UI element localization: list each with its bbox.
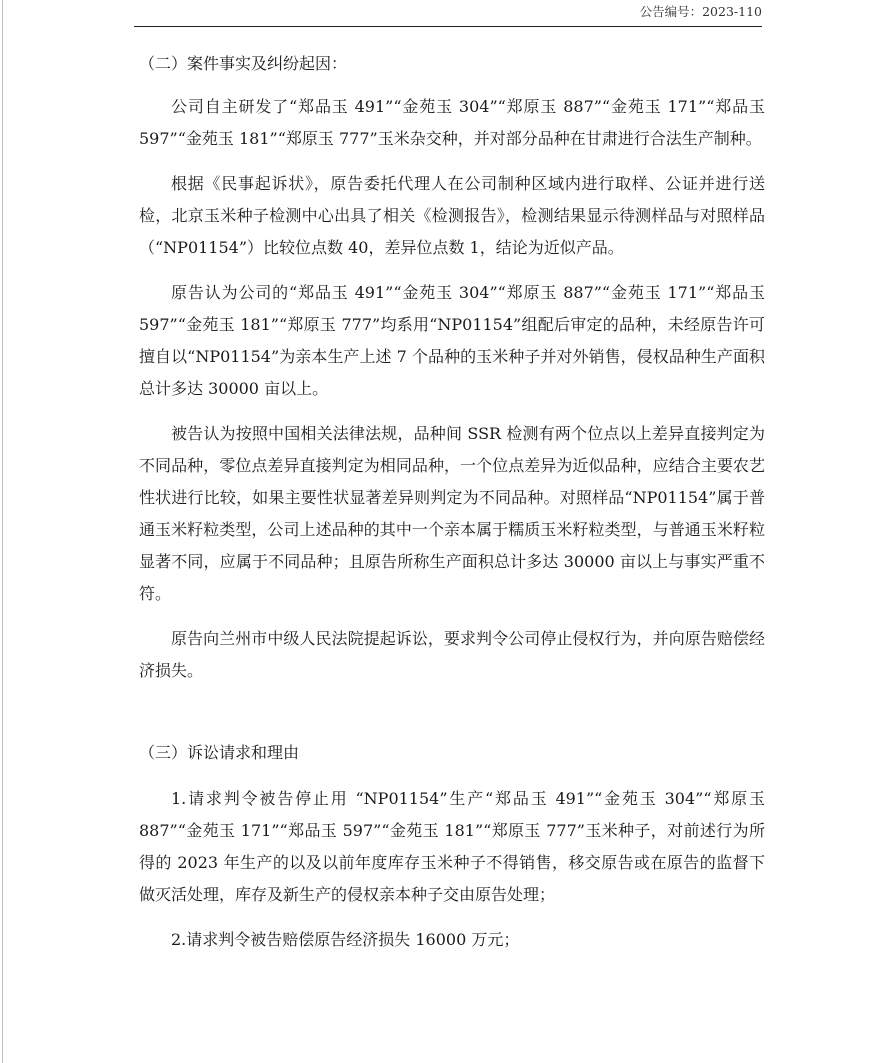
header-divider <box>134 26 762 27</box>
paragraph-indictment-testing: 根据《民事起诉状》，原告委托代理人在公司制种区域内进行取样、公证并进行送检，北京玉米种子检测中心出具了相关《检测报告》，检测结果显示待测样品与对照样品（“NP01154”）比较位点数 40，差异位点数 1，结论为近似产品。 <box>139 174 765 257</box>
section-heading-claims: （三）诉讼请求和理由 <box>139 743 300 762</box>
document-body <box>139 48 765 956</box>
section-heading-case-facts: （二）案件事实及纠纷起因： <box>139 54 348 73</box>
paragraph-lawsuit-filed: 原告向兰州市中级人民法院提起诉讼，要求判令公司停止侵权行为，并向原告赔偿经济损失。 <box>139 629 765 680</box>
paragraph-company-development: 公司自主研发了“郑品玉 491”“金苑玉 304”“郑原玉 887”“金苑玉 171”“郑品玉 597”“金苑玉 181”“郑原玉 777”玉米杂交种，并对部分品种在甘肃进行合法生产制种。 <box>139 97 765 148</box>
notice-number: 公告编号：2023-110 <box>639 4 762 19</box>
page-left-border <box>2 0 3 1063</box>
paragraph-claim-2: 2.请求判令被告赔偿原告经济损失 16000 万元； <box>171 930 520 949</box>
paragraph-plaintiff-claim: 原告认为公司的“郑品玉 491”“金苑玉 304”“郑原玉 887”“金苑玉 171”“郑品玉 597”“金苑玉 181”“郑原玉 777”均系用“NP01154”组配后审定的品种，未经原告许可擅自以“NP01154”为亲本生产上述 7 个品种的玉米种子并对外销售，侵权品种生产面积总计多达 30000 亩以上。 <box>139 283 765 398</box>
paragraph-defendant-position: 被告认为按照中国相关法律法规，品种间 SSR 检测有两个位点以上差异直接判定为不同品种，零位点差异直接判定为相同品种，一个位点差异为近似品种，应结合主要农艺性状进行比较，如果主要性状显著差异则判定为不同品种。对照样品“NP01154”属于普通玉米籽粒类型，公司上述品种的其中一个亲本属于糯质玉米籽粒类型，与普通玉米籽粒显著不同，应属于不同品种；且原告所称生产面积总计多达 30000 亩以上与事实严重不符。 <box>139 424 765 603</box>
paragraph-claim-1: 1.请求判令被告停止用 “NP01154”生产“郑品玉 491”“金苑玉 304”“郑原玉 887”“金苑玉 171”“郑品玉 597”“金苑玉 181”“郑原玉 777”玉米种子，对前述行为所得的 2023 年生产的以及以前年度库存玉米种子不得销售，移交原告或在原告的监督下做灭活处理，库存及新生产的侵权亲本种子交由原告处理； <box>139 789 765 904</box>
